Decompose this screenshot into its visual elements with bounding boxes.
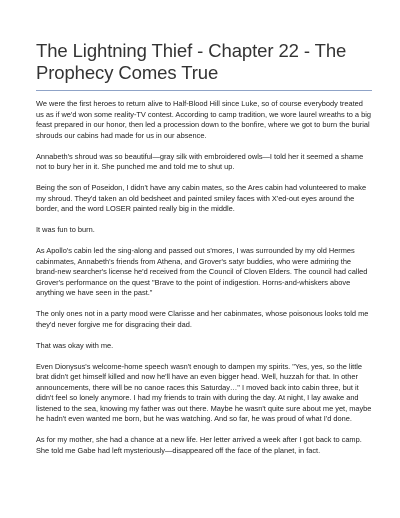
paragraph: It was fun to burn. — [36, 225, 95, 234]
paragraph: That was okay with me. — [36, 340, 114, 350]
paragraph: As Apollo's cabin led the sing-along and passed out s'mores, I was surrounded by my old Hermes cabinmates, Annabeth's friends from Athena, and Grover's satyr buddies, who were admiring the brand-new searcher's license he'd received from the Council of Cloven Elders. The council had called Grover's performance on the quest "Brave to the point of indigestion. Horns-and-whiskers above anything we have seen in the past." — [36, 246, 368, 297]
paragraph: Even Dionysus's welcome-home speech wasn't enough to dampen my spirits. "Yes, yes, so the little brat didn't get himself killed and now he'll have an even bigger head. Well, huzzah for that. In other announcements, there will be no canoe races this Saturday…" I moved back into cabin three, but it didn't feel so lonely anymore. I had my friends to train with during the day. At night, I lay awake and listened to the sea, knowing my father was out there. Maybe he wasn't quite sure about me yet, maybe he hadn't even wanted me born, but he was watching. And so far, he was proud of what I'd done. — [36, 361, 372, 423]
paragraph: The only ones not in a party mood were Clarisse and her cabinmates, whose poisonous looks told me they'd never forgive me for disgracing their dad. — [36, 309, 369, 329]
paragraph: We were the first heroes to return alive to Half-Blood Hill since Luke, so of course everybody treated us as if we'd won some reality-TV contest. According to camp tradition, we wore laurel wreaths to a big feast prepared in our honor, then led a procession down to the bonfire, where we got to burn the burial shrouds our cabins had made for us in our absence. — [36, 99, 371, 140]
paragraph: Being the son of Poseidon, I didn't have any cabin mates, so the Ares cabin had volunteered to make my shroud. They'd taken an old bedsheet and painted smiley faces with X'ed-out eyes around the border, and the word LOSER painted really big in the middle. — [36, 183, 367, 213]
document-body — [36, 99, 372, 456]
document-title: The Lightning Thief - Chapter 22 - The Prophecy Comes True — [36, 40, 347, 83]
paragraph: Annabeth's shroud was so beautiful—gray silk with embroidered owls—I told her it seemed a shame not to bury her in it. She punched me and told me to shut up. — [36, 151, 364, 171]
title-divider — [36, 90, 372, 91]
paragraph: As for my mother, she had a chance at a new life. Her letter arrived a week after I got back to camp. She told me Gabe had left mysteriously—disappeared off the face of the planet, in fact. — [36, 435, 362, 455]
